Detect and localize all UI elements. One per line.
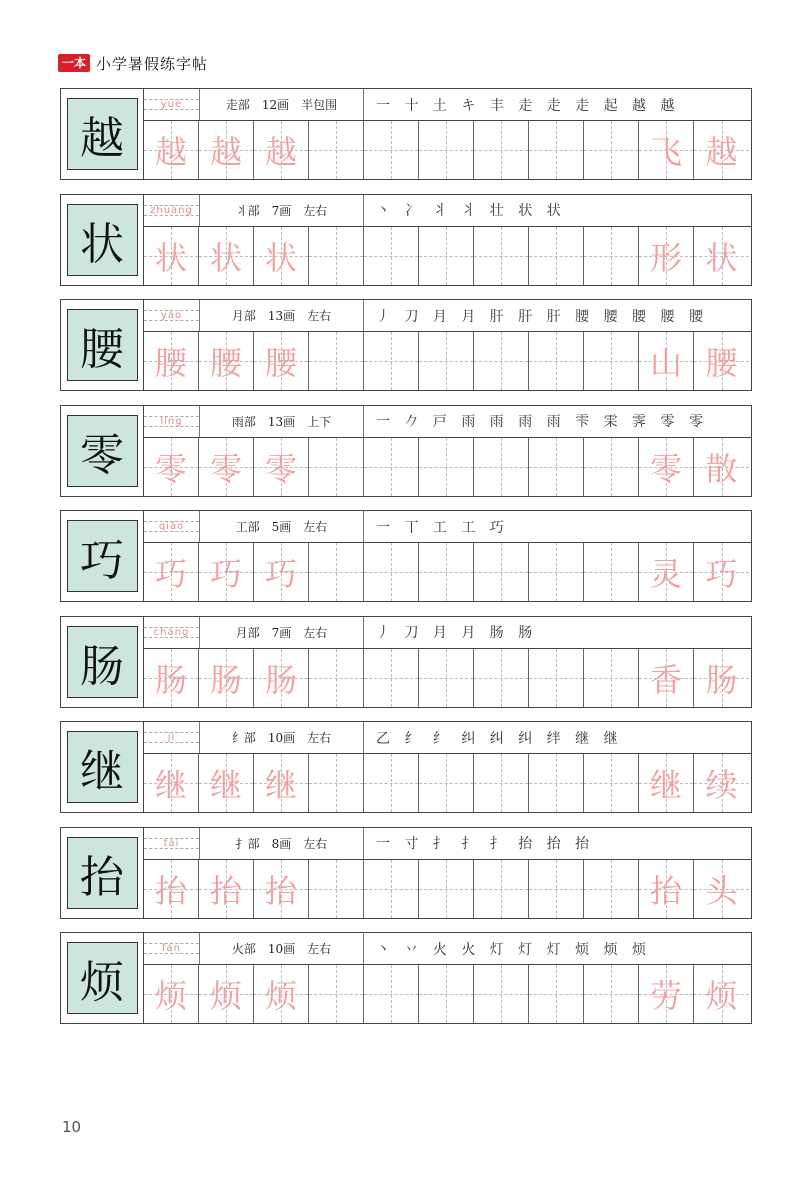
practice-card	[60, 194, 752, 286]
trace-character: 形	[649, 238, 682, 277]
practice-cell[interactable]	[254, 754, 309, 812]
practice-cell[interactable]	[144, 860, 199, 918]
writing-grid	[144, 649, 751, 707]
practice-cell[interactable]	[254, 649, 309, 707]
practice-card	[60, 405, 752, 497]
radical-stroke-info: 纟部 10画 左右	[200, 722, 364, 753]
practice-cell[interactable]	[254, 965, 309, 1023]
model-character-box	[61, 406, 144, 496]
pinyin-text: fán	[162, 943, 181, 954]
practice-cell[interactable]	[694, 965, 749, 1023]
model-character-box	[61, 617, 144, 707]
practice-cell[interactable]	[419, 754, 474, 812]
practice-cell[interactable]	[144, 965, 199, 1023]
practice-cell[interactable]	[584, 332, 639, 390]
trace-character: 状	[209, 238, 242, 277]
pinyin-box	[144, 511, 200, 542]
practice-card	[60, 721, 752, 813]
model-character: 肠	[67, 626, 138, 698]
character-info-row	[144, 406, 751, 438]
practice-cell[interactable]	[199, 649, 254, 707]
model-character: 继	[67, 731, 138, 803]
writing-grid	[144, 860, 751, 918]
radical-stroke-info: 扌部 8画 左右	[200, 828, 364, 859]
practice-cell[interactable]	[474, 754, 529, 812]
model-character-box	[61, 828, 144, 918]
trace-character: 烦	[264, 977, 297, 1015]
trace-character: 续	[705, 766, 738, 804]
stroke-order: 丶 冫 丬 丬 壮 状 状	[376, 203, 566, 219]
model-character-box	[61, 300, 144, 390]
trace-character: 劳	[649, 977, 682, 1015]
practice-cell[interactable]	[584, 121, 639, 179]
trace-character: 烦	[705, 977, 738, 1015]
practice-cell[interactable]	[144, 438, 199, 496]
model-character-box	[61, 511, 144, 601]
trace-character: 零	[264, 449, 297, 488]
practice-cell[interactable]	[584, 543, 639, 601]
stroke-order: 丿 刀 月 月 肝 肝 肝 腰 腰 腰 腰 腰	[376, 308, 708, 325]
practice-cell[interactable]	[199, 860, 254, 918]
trace-character: 肠	[705, 660, 738, 699]
trace-character: 抬	[649, 871, 682, 910]
practice-cell[interactable]	[144, 332, 199, 390]
practice-cell[interactable]	[419, 543, 474, 601]
model-character: 零	[67, 415, 138, 487]
pinyin-text: jì	[167, 732, 176, 743]
practice-cell[interactable]	[144, 543, 199, 601]
trace-character: 腰	[264, 344, 297, 382]
practice-cell[interactable]	[474, 332, 529, 390]
model-character: 巧	[67, 520, 138, 592]
practice-cell[interactable]	[364, 543, 419, 601]
trace-character: 头	[705, 871, 738, 910]
character-info-row	[144, 195, 751, 227]
pinyin-text: yuè	[160, 99, 183, 110]
practice-cell[interactable]	[529, 332, 584, 390]
practice-cell[interactable]	[419, 965, 474, 1023]
pinyin-box	[144, 933, 200, 964]
trace-character: 腰	[154, 344, 187, 382]
practice-cell[interactable]	[419, 227, 474, 285]
practice-cell[interactable]	[584, 860, 639, 918]
practice-cell[interactable]	[144, 121, 199, 179]
practice-cell[interactable]	[309, 543, 364, 601]
pinyin-text: líng	[160, 415, 183, 427]
trace-character: 巧	[264, 555, 297, 593]
practice-cell[interactable]	[364, 332, 419, 390]
practice-cell[interactable]	[529, 860, 584, 918]
practice-cell[interactable]	[254, 227, 309, 285]
pinyin-box	[144, 828, 200, 859]
practice-cell[interactable]	[639, 543, 694, 601]
radical-stroke-info: 丬部 7画 左右	[200, 195, 364, 226]
radical-stroke-info: 火部 10画 左右	[200, 933, 364, 964]
trace-character: 抬	[264, 871, 297, 910]
trace-character: 状	[705, 238, 738, 277]
practice-cell[interactable]	[694, 754, 749, 812]
practice-cell[interactable]	[199, 121, 254, 179]
practice-cell[interactable]	[364, 965, 419, 1023]
trace-character: 香	[649, 660, 682, 699]
trace-character: 零	[154, 449, 187, 488]
stroke-order: 丶 丷 火 火 灯 灯 灯 烦 烦 烦	[376, 941, 652, 958]
pinyin-text: yāo	[160, 310, 183, 321]
stroke-order: 一 𠂊 戸 雨 雨 雨 雨 雫 雬 霁 零 零	[376, 414, 708, 430]
practice-cell[interactable]	[694, 121, 749, 179]
practice-cell[interactable]	[584, 438, 639, 496]
practice-cell[interactable]	[529, 121, 584, 179]
trace-character: 肠	[209, 660, 242, 699]
practice-cell[interactable]	[584, 649, 639, 707]
pinyin-box	[144, 195, 200, 226]
practice-cell[interactable]	[144, 649, 199, 707]
model-character: 状	[67, 204, 138, 276]
practice-cell[interactable]	[694, 438, 749, 496]
practice-cell[interactable]	[199, 965, 254, 1023]
character-info-row	[144, 828, 751, 860]
stroke-order: 一 十 土 キ 丰 走 走 走 起 越 越	[376, 97, 680, 114]
stroke-order: 一 寸 扌 扌 扌 抬 抬 抬	[376, 836, 595, 852]
practice-cell[interactable]	[364, 121, 419, 179]
practice-cell[interactable]	[309, 965, 364, 1023]
practice-cell[interactable]	[309, 860, 364, 918]
writing-grid	[144, 438, 751, 496]
practice-cell[interactable]	[529, 649, 584, 707]
trace-character: 继	[154, 766, 187, 804]
trace-character: 腰	[705, 344, 738, 382]
practice-card	[60, 616, 752, 708]
trace-character: 肠	[264, 660, 297, 699]
pinyin-box	[144, 89, 200, 120]
trace-character: 烦	[209, 977, 242, 1015]
pinyin-box	[144, 406, 200, 437]
brand-logo: 一本	[58, 54, 90, 72]
trace-character: 肠	[154, 660, 187, 699]
practice-cell[interactable]	[254, 121, 309, 179]
practice-cell[interactable]	[694, 860, 749, 918]
writing-grid	[144, 543, 751, 601]
writing-grid	[144, 965, 751, 1023]
model-character-box	[61, 722, 144, 812]
practice-cell[interactable]	[364, 438, 419, 496]
trace-character: 抬	[209, 871, 242, 910]
model-character: 烦	[67, 942, 138, 1014]
radical-stroke-info: 走部 12画 半包围	[200, 89, 364, 120]
practice-cell[interactable]	[639, 649, 694, 707]
practice-cell[interactable]	[419, 438, 474, 496]
trace-character: 越	[209, 133, 242, 171]
radical-stroke-info: 月部 13画 左右	[200, 300, 364, 331]
practice-cell[interactable]	[309, 649, 364, 707]
pinyin-box	[144, 722, 200, 753]
practice-cell[interactable]	[694, 332, 749, 390]
pinyin-box	[144, 617, 200, 648]
pinyin-text: qiǎo	[158, 521, 185, 532]
practice-cell[interactable]	[419, 121, 474, 179]
trace-character: 状	[264, 238, 297, 277]
character-info-row	[144, 933, 751, 965]
practice-cell[interactable]	[364, 227, 419, 285]
radical-stroke-info: 工部 5画 左右	[200, 511, 364, 542]
trace-character: 状	[154, 238, 187, 277]
practice-cell[interactable]	[364, 860, 419, 918]
stroke-order: 乙 纟 纟 纠 纠 纠 绊 继 继	[376, 730, 623, 747]
writing-grid	[144, 121, 751, 179]
practice-cell[interactable]	[584, 965, 639, 1023]
practice-cell[interactable]	[199, 543, 254, 601]
practice-card	[60, 510, 752, 602]
trace-character: 烦	[154, 977, 187, 1015]
pinyin-text: cháng	[153, 626, 190, 638]
trace-character: 腰	[209, 344, 242, 382]
practice-card	[60, 88, 752, 180]
practice-cell[interactable]	[254, 860, 309, 918]
practice-cell[interactable]	[309, 332, 364, 390]
model-character: 腰	[67, 309, 138, 381]
trace-character: 越	[705, 133, 738, 171]
pinyin-text: tái	[163, 837, 180, 849]
practice-cell[interactable]	[254, 543, 309, 601]
practice-cell[interactable]	[639, 332, 694, 390]
practice-cell[interactable]	[254, 332, 309, 390]
practice-cell[interactable]	[639, 754, 694, 812]
character-info-row	[144, 722, 751, 754]
character-info-row	[144, 89, 751, 121]
practice-cell[interactable]	[639, 227, 694, 285]
trace-character: 零	[649, 449, 682, 488]
trace-character: 继	[264, 766, 297, 804]
page-number: 10	[62, 1118, 82, 1136]
page-header	[58, 52, 208, 74]
practice-cell[interactable]	[529, 965, 584, 1023]
trace-character: 巧	[705, 555, 738, 593]
practice-cell[interactable]	[694, 227, 749, 285]
book-title: 小学暑假练字帖	[96, 54, 209, 73]
practice-cell[interactable]	[474, 227, 529, 285]
practice-cell[interactable]	[419, 332, 474, 390]
practice-card	[60, 827, 752, 919]
practice-cell[interactable]	[474, 438, 529, 496]
practice-cell[interactable]	[639, 860, 694, 918]
practice-cell[interactable]	[364, 649, 419, 707]
practice-cell[interactable]	[474, 860, 529, 918]
writing-grid	[144, 754, 751, 812]
practice-cell[interactable]	[529, 754, 584, 812]
practice-cell[interactable]	[474, 649, 529, 707]
practice-cell[interactable]	[364, 754, 419, 812]
character-info-row	[144, 300, 751, 332]
practice-cell[interactable]	[584, 227, 639, 285]
pinyin-text: zhuàng	[150, 204, 193, 216]
practice-cell[interactable]	[419, 649, 474, 707]
practice-cell[interactable]	[529, 438, 584, 496]
trace-character: 巧	[209, 555, 242, 593]
practice-cell[interactable]	[309, 754, 364, 812]
practice-cell[interactable]	[474, 965, 529, 1023]
practice-cell[interactable]	[474, 121, 529, 179]
practice-card	[60, 299, 752, 391]
practice-cell[interactable]	[199, 438, 254, 496]
pinyin-box	[144, 300, 200, 331]
trace-character: 飞	[649, 133, 682, 171]
character-info-row	[144, 617, 751, 649]
stroke-order: 一 丅 工 工 巧	[376, 519, 509, 536]
practice-cell[interactable]	[639, 121, 694, 179]
practice-cell[interactable]	[639, 438, 694, 496]
practice-cell[interactable]	[309, 121, 364, 179]
model-character: 越	[67, 98, 138, 170]
model-character-box	[61, 89, 144, 179]
practice-cell[interactable]	[694, 543, 749, 601]
stroke-order: 丿 刀 月 月 肠 肠	[376, 625, 538, 641]
model-character-box	[61, 195, 144, 285]
practice-cell[interactable]	[529, 543, 584, 601]
practice-cell[interactable]	[529, 227, 584, 285]
practice-cell[interactable]	[584, 754, 639, 812]
trace-character: 抬	[154, 871, 187, 910]
practice-cell[interactable]	[144, 227, 199, 285]
writing-grid	[144, 332, 751, 390]
practice-cell[interactable]	[199, 754, 254, 812]
practice-cell[interactable]	[144, 754, 199, 812]
trace-character: 越	[154, 133, 187, 171]
practice-cell[interactable]	[474, 543, 529, 601]
trace-character: 越	[264, 133, 297, 171]
practice-cell[interactable]	[309, 227, 364, 285]
trace-character: 山	[649, 344, 682, 382]
practice-card	[60, 932, 752, 1024]
trace-character: 灵	[649, 555, 682, 593]
character-info-row	[144, 511, 751, 543]
trace-character: 继	[649, 766, 682, 804]
radical-stroke-info: 月部 7画 左右	[200, 617, 364, 648]
radical-stroke-info: 雨部 13画 上下	[200, 406, 364, 437]
practice-cell[interactable]	[199, 227, 254, 285]
trace-character: 零	[209, 449, 242, 488]
trace-character: 巧	[154, 555, 187, 593]
writing-grid	[144, 227, 751, 285]
practice-cell[interactable]	[199, 332, 254, 390]
trace-character: 继	[209, 766, 242, 804]
trace-character: 散	[705, 449, 738, 488]
practice-cell[interactable]	[309, 438, 364, 496]
practice-cell[interactable]	[694, 649, 749, 707]
model-character: 抬	[67, 837, 138, 909]
practice-cell[interactable]	[639, 965, 694, 1023]
practice-cell[interactable]	[254, 438, 309, 496]
practice-cell[interactable]	[419, 860, 474, 918]
model-character-box	[61, 933, 144, 1023]
